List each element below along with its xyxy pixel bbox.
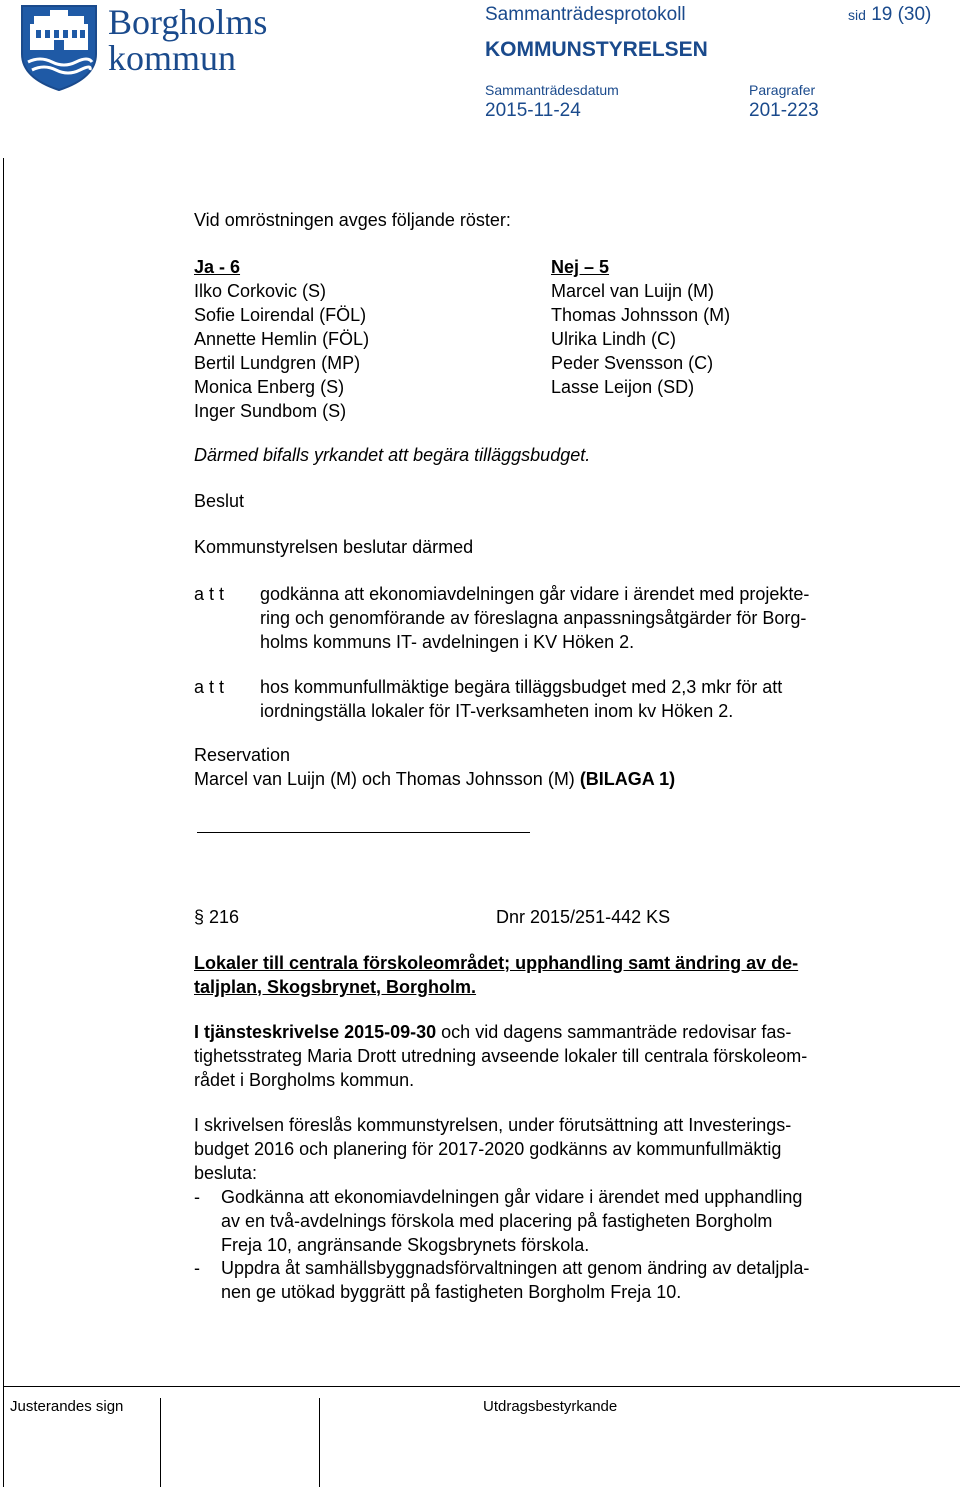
footer-extract-label: Utdragsbestyrkande — [483, 1398, 618, 1415]
paragraphs-label: Paragrafer — [749, 82, 816, 98]
decision-item-2-line: iordningställa lokaler för IT-verksamheten inom kv Höken 2. — [260, 701, 734, 721]
bullet-1-line: av en två-avdelnings förskola med placering på fastigheten Borgholm — [221, 1211, 773, 1231]
footer-divider — [3, 1386, 960, 1387]
page-number — [848, 4, 931, 26]
reservation-text — [194, 767, 675, 791]
reservation-heading: Reservation — [194, 745, 291, 765]
yes-voter: Ilko Corkovic (S) — [194, 281, 327, 301]
item-paragraph-1-line: rådet i Borgholms kommun. — [194, 1070, 415, 1090]
item-paragraph-1-line: tighetsstrateg Maria Drott utredning avseende lokaler till centrala förskoleom- — [194, 1046, 808, 1066]
sign-box-divider — [319, 1398, 320, 1487]
bullet-marker: - — [194, 1258, 200, 1278]
item-title-line: taljplan, Skogsbrynet, Borgholm. — [194, 977, 477, 997]
yes-voter: Inger Sundbom (S) — [194, 401, 347, 421]
item-paragraph-2-line: budget 2016 och planering för 2017-2020 godkänns av kommunfullmäktig — [194, 1139, 782, 1159]
municipal-crest-logo — [20, 4, 98, 92]
page-prefix: sid — [848, 7, 866, 23]
section-separator — [197, 832, 530, 833]
decision-item-1-line: ring och genomförande av föreslagna anpassningsåtgärder för Borg- — [260, 608, 807, 628]
item-paragraph-1-line — [194, 1020, 791, 1044]
yes-voter: Sofie Loirendal (FÖL) — [194, 305, 367, 325]
reservation-members: Marcel van Luijn (M) och Thomas Johnsson (M) — [194, 769, 580, 789]
sign-box-divider — [160, 1398, 161, 1487]
paragraphs-value: 201-223 — [749, 100, 819, 121]
decision-item-1-line: holms kommuns IT- avdelningen i KV Höken 2. — [260, 632, 635, 652]
bullet-2-line: Uppdra åt samhällsbyggnadsförvaltningen att genom ändring av detaljpla- — [221, 1258, 810, 1278]
decision-intro: Kommunstyrelsen beslutar därmed — [194, 537, 474, 557]
reservation-attachment: (BILAGA 1) — [579, 769, 676, 789]
bullet-1-line: Freja 10, angränsande Skogsbrynets förskola. — [221, 1235, 590, 1255]
no-heading: Nej – 5 — [551, 257, 610, 277]
organization-name: KOMMUNSTYRELSEN — [485, 38, 708, 61]
vote-intro: Vid omröstningen avges följande röster: — [194, 210, 511, 230]
no-voter: Thomas Johnsson (M) — [551, 305, 731, 325]
att-label: a t t — [194, 584, 225, 604]
item-paragraph-2-line: besluta: — [194, 1163, 258, 1183]
bullet-1-line: Godkänna att ekonomiavdelningen går vidare i ärendet med upphandling — [221, 1187, 803, 1207]
bullet-marker: - — [194, 1187, 200, 1207]
decision-item-1-line: godkänna att ekonomiavdelningen går vidare i ärendet med projekte- — [260, 584, 810, 604]
footer-sign-label: Justerandes sign — [10, 1398, 124, 1415]
decision-item-2-line: hos kommunfullmäktige begära tilläggsbudget med 2,3 mkr för att — [260, 677, 783, 697]
att-label: a t t — [194, 677, 225, 697]
yes-voter: Monica Enberg (S) — [194, 377, 345, 397]
item-number: § 216 — [194, 907, 240, 927]
meeting-date: 2015-11-24 — [485, 100, 581, 121]
bullet-2-line: nen ge utökad byggrätt på fastigheten Borgholm Freja 10. — [221, 1282, 682, 1302]
item-dnr: Dnr 2015/251-442 KS — [496, 907, 671, 927]
logo-wordmark-line1: Borgholms — [108, 2, 268, 42]
yes-heading: Ja - 6 — [194, 257, 241, 277]
vote-result: Därmed bifalls yrkandet att begära tilläggsbudget. — [194, 445, 591, 465]
yes-voter: Annette Hemlin (FÖL) — [194, 329, 370, 349]
item-title-line: Lokaler till centrala förskoleområdet; upphandling samt ändring av de- — [194, 953, 799, 973]
item-paragraph-2-line: I skrivelsen föreslås kommunstyrelsen, under förutsättning att Investerings- — [194, 1115, 792, 1135]
yes-voter: Bertil Lundgren (MP) — [194, 353, 361, 373]
no-voter: Ulrika Lindh (C) — [551, 329, 677, 349]
no-voter: Marcel van Luijn (M) — [551, 281, 715, 301]
memo-reference: I tjänsteskrivelse 2015-09-30 — [194, 1022, 437, 1042]
memo-reference-rest: och vid dagens sammanträde redovisar fas- — [436, 1022, 792, 1042]
page-value: 19 (30) — [871, 4, 932, 25]
no-voter: Peder Svensson (C) — [551, 353, 714, 373]
logo-wordmark-line2: kommun — [108, 38, 237, 78]
meeting-date-label: Sammanträdesdatum — [485, 82, 619, 98]
left-margin-line — [3, 158, 4, 1487]
document-type: Sammanträdesprotokoll — [485, 4, 686, 25]
no-voter: Lasse Leijon (SD) — [551, 377, 695, 397]
decision-heading: Beslut — [194, 491, 245, 511]
